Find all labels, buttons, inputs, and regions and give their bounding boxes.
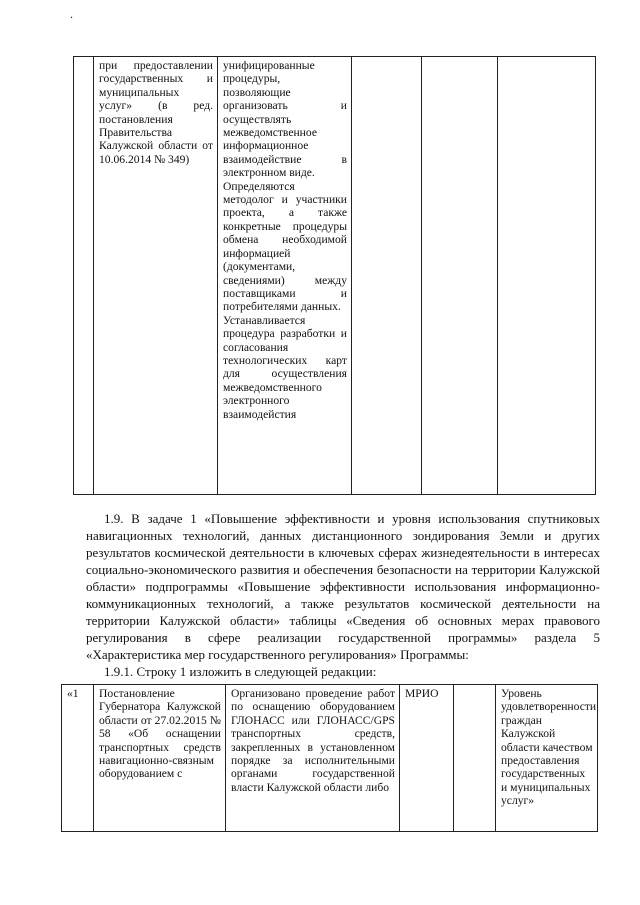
document-text: при предоставлении государственных и муниципальных услуг» (в ред. постановления Правительства Калужской области от 10.06.2014 № 349) (99, 59, 213, 166)
content-part-1: унифицированные процедуры, позволяющие организовать и осуществлять межведомственное информационное взаимодействие в электронном виде. (223, 59, 347, 180)
paragraph-1-9-text: 1.9. В задаче 1 «Повышение эффективности и уровня использования спутниковых навигационных технологий, данных дистанционного зондирования Земли и других результатов космической деятельности в ключевых сферах жизнедеятельности в интересах социально-экономического развития и обеспечения безопасности на территории Калужской области» подпрограммы «Повышение эффективности использования информационно-коммуникационных технологий, а также результатов космической деятельности на территории Калужской области» таблицы «Сведения об основных мерах правового регулирования в сфере реализации государственной программы» раздела 5 «Характеристика мер государственного регулирования» Программы: (86, 511, 600, 662)
table-row (62, 685, 598, 832)
paragraph-1-9-1 (86, 663, 600, 680)
cell-result: Уровень удовлетворенности граждан Калужской области качеством предоставления государственных и муниципальных услуг» (496, 685, 598, 832)
measures-table-continuation (73, 56, 596, 495)
page-mark: . (70, 7, 73, 21)
cell-deadline (422, 57, 498, 495)
table-row (74, 57, 596, 495)
cell-deadline (454, 685, 496, 832)
content-part-3: Устанавливается процедура разработки и согласования технологических карт для осуществления межведомственного электронного взаимодейстия (223, 313, 347, 421)
cell-document: Постановление Губернатора Калужской области от 27.02.2015 № 58 «Об оснащении транспортных средств навигационно-связным оборудованием с (94, 685, 226, 832)
cell-executor: МРИО (400, 685, 454, 832)
cell-number (74, 57, 94, 495)
paragraph-1-9 (86, 510, 600, 663)
content-part-2: Определяются методолог и участники проекта, а также конкретные процедуры обмена необходимой информацией (документами, сведениями) между поставщиками и потребителями данных. (223, 179, 347, 314)
paragraph-1-9-1-text: 1.9.1. Строку 1 изложить в следующей редакции: (104, 664, 377, 679)
cell-result (498, 57, 596, 495)
cell-executor (352, 57, 422, 495)
measures-table-new-row (61, 684, 598, 832)
cell-number: «1 (62, 685, 94, 832)
cell-content: Организовано проведение работ по оснащению оборудованием ГЛОНАСС или ГЛОНАСС/GPS транспортных средств, закрепленных в установленном порядке за исполнительными органами государственной власти Калужской области либо (226, 685, 400, 832)
cell-content (218, 57, 352, 495)
cell-document (94, 57, 218, 495)
